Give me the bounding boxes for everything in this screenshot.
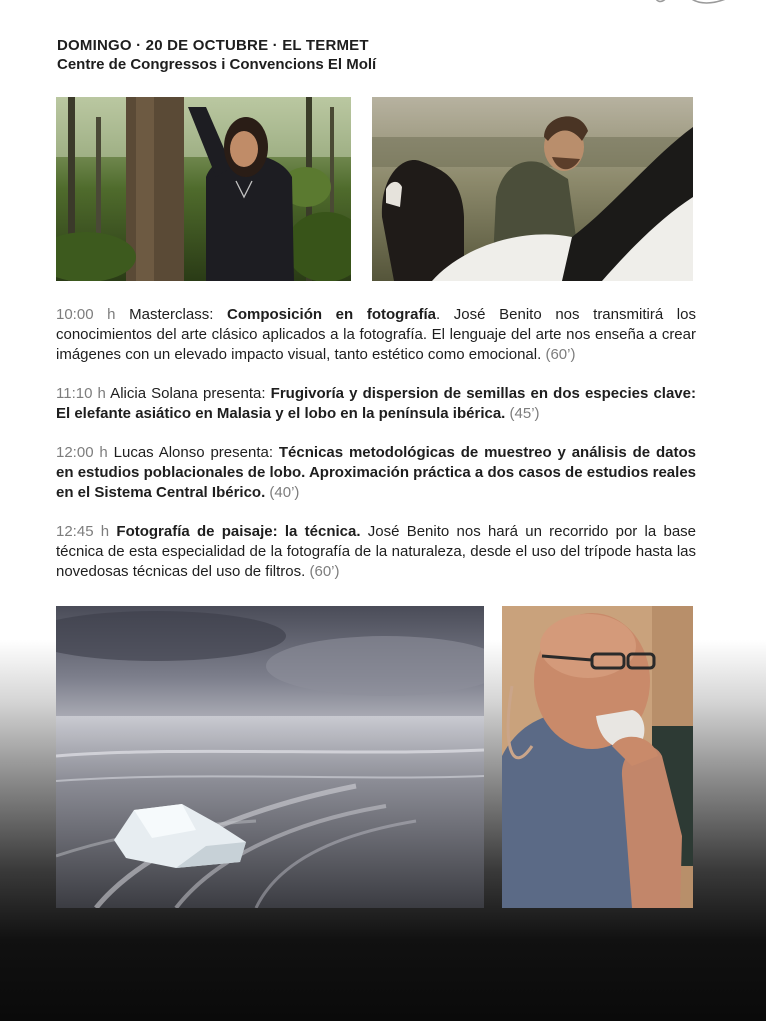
schedule-item [56,522,696,582]
schedule-item [56,443,696,503]
event-header [57,36,697,74]
speaker-photo-man-horses [372,97,693,281]
landscape-photo-ice-beach [56,606,484,908]
item-time: 12:00 h [56,444,108,461]
item-intro: Lucas Alonso presenta: [107,444,279,461]
item-title: Composición en fotografía [227,306,436,323]
item-intro: Masterclass: [115,306,228,323]
item-duration: (40’) [269,484,300,501]
item-description: José Benito nos hará un recorrido por la base técnica de esta especialidad de la fotografía de la naturaleza, desde el uso del trípode hasta las novedosas técnicas del uso de filtros. [56,523,697,580]
speaker-photo-man-glasses [502,606,693,908]
speaker-photo-woman-forest [56,97,351,281]
item-title: Fotografía de paisaje: la técnica. [116,523,361,540]
event-date-location: DOMINGO · 20 DE OCTUBRE · EL TERMET [57,37,369,54]
schedule-item [56,305,696,365]
item-duration: (45’) [509,405,540,422]
item-time: 11:10 h [56,385,106,402]
item-time: 10:00 h [56,306,116,323]
schedule-list [56,305,696,601]
item-intro: Alicia Solana presenta: [105,385,271,402]
event-venue: Centre de Congressos i Convencions El Molí [57,56,377,73]
item-time: 12:45 h [56,523,110,540]
item-duration: (60’) [545,346,576,363]
schedule-item [56,384,696,424]
item-title: Técnicas metodológicas de muestreo y análisis de datos en estudios poblacionales de lobo. Aproximación práctica a dos casos de estudios reales en el Sistema Central Ibérico. [56,444,697,501]
item-description: . José Benito nos transmitirá los conocimientos del arte clásico aplicados a la fotografía. El lenguaje del arte nos enseña a crear imágenes con un elevado impacto visual, tanto estético como emocional. [56,306,696,363]
item-duration: (60’) [309,563,340,580]
logo-fragment-icon [648,0,732,10]
item-title: Frugivoría y dispersion de semillas en dos especies clave: El elefante asiático en Malasia y el lobo en la península ibérica. [56,385,696,422]
